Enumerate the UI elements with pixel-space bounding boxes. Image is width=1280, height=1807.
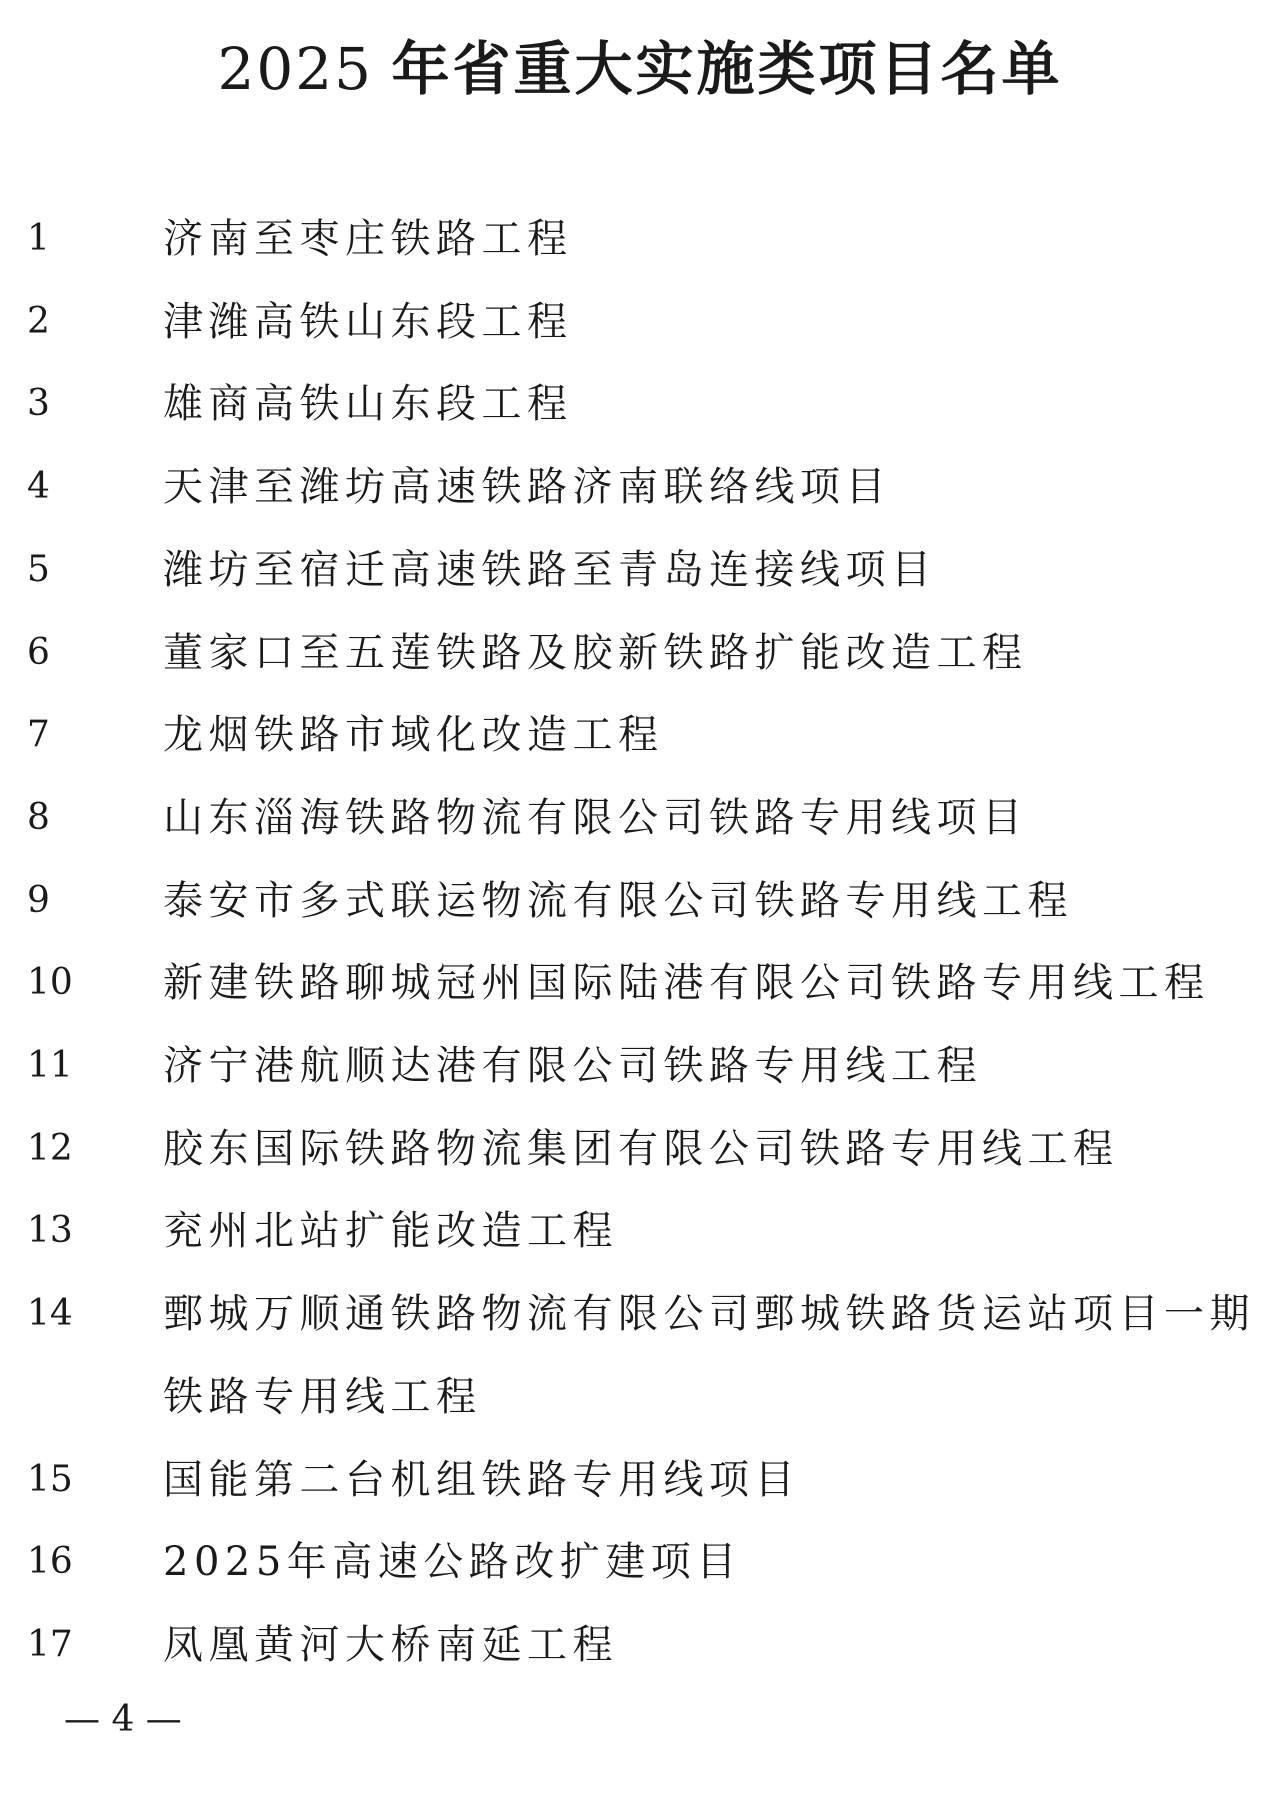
item-number: 6 <box>27 631 50 673</box>
item-number: 9 <box>27 879 50 921</box>
item-title: 济南至枣庄铁路工程 <box>163 216 573 262</box>
item-number: 5 <box>27 548 50 590</box>
item-title: 胶东国际铁路物流集团有限公司铁路专用线工程 <box>163 1125 1119 1172</box>
list-item <box>0 694 1280 777</box>
list-item <box>0 198 1280 281</box>
item-number: 2 <box>27 300 50 342</box>
list-item <box>0 281 1280 364</box>
list-item <box>0 363 1280 446</box>
item-number: 17 <box>27 1623 73 1665</box>
item-title: 2025年高速公路改扩建项目 <box>163 1539 742 1586</box>
item-number: 10 <box>27 962 73 1004</box>
item-number: 8 <box>27 796 50 838</box>
title-year: 2025 <box>217 35 374 103</box>
project-list <box>0 198 1280 1687</box>
item-number: 1 <box>27 218 50 259</box>
list-item <box>0 529 1280 612</box>
item-title: 龙烟铁路市域化改造工程 <box>163 712 664 759</box>
list-item <box>0 1025 1280 1108</box>
item-number: 14 <box>27 1293 73 1335</box>
item-number: 16 <box>27 1541 73 1583</box>
item-title: 潍坊至宿迁高速铁路至青岛连接线项目 <box>163 546 937 593</box>
item-number: 15 <box>27 1458 73 1500</box>
item-title: 董家口至五莲铁路及胶新铁路扩能改造工程 <box>163 629 1028 676</box>
item-number: 11 <box>27 1045 73 1087</box>
item-title: 山东淄海铁路物流有限公司铁路专用线项目 <box>163 794 1028 841</box>
item-number: 4 <box>27 466 50 508</box>
title-text: 年省重大实施类项目名单 <box>391 35 1063 103</box>
item-title: 雄商高铁山东段工程 <box>163 381 573 428</box>
list-item <box>0 777 1280 860</box>
list-item <box>0 1521 1280 1604</box>
list-item <box>0 1108 1280 1191</box>
list-item <box>0 860 1280 943</box>
list-item <box>0 942 1280 1025</box>
item-number: 13 <box>27 1210 73 1252</box>
page-title <box>0 32 1280 106</box>
list-item <box>0 1273 1280 1438</box>
page-number: — 4 — <box>64 1699 182 1740</box>
item-title: 天津至潍坊高速铁路济南联络线项目 <box>163 464 891 511</box>
item-title: 新建铁路聊城冠州国际陆港有限公司铁路专用线工程 <box>163 960 1210 1007</box>
item-title: 凤凰黄河大桥南延工程 <box>163 1621 618 1668</box>
item-title: 国能第二台机组铁路专用线项目 <box>163 1456 800 1503</box>
list-item <box>0 1190 1280 1273</box>
item-title: 津潍高铁山东段工程 <box>163 298 573 345</box>
list-item <box>0 1604 1280 1687</box>
item-number: 12 <box>27 1127 73 1169</box>
item-title: 泰安市多式联运物流有限公司铁路专用线工程 <box>163 877 1073 924</box>
item-title: 济宁港航顺达港有限公司铁路专用线工程 <box>163 1043 982 1090</box>
item-title: 鄄城万顺通铁路物流有限公司鄄城铁路货运站项目一期铁路专用线工程 <box>163 1291 1255 1420</box>
item-number: 3 <box>27 383 50 425</box>
list-item <box>0 446 1280 529</box>
list-item <box>0 612 1280 695</box>
list-item <box>0 1439 1280 1522</box>
item-number: 7 <box>27 714 50 756</box>
item-title: 兖州北站扩能改造工程 <box>163 1208 618 1255</box>
